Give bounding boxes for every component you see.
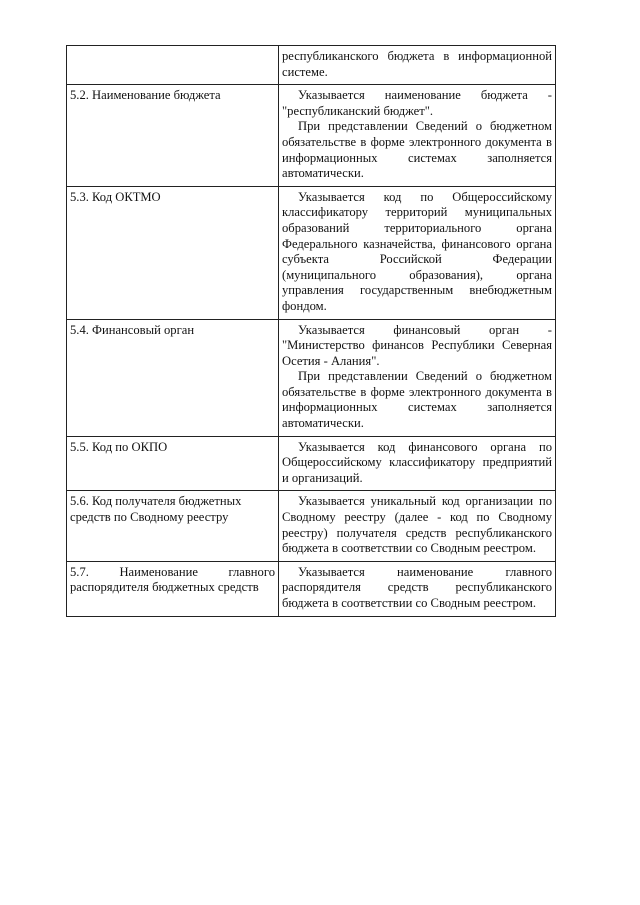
description-paragraph: Указывается уникальный код организации по Сводному реестру (далее - код по Сводному реестру) получателя средств республиканского бюджета в соответствии со Сводным реестром. — [282, 494, 552, 556]
field-description-cell — [279, 319, 556, 436]
field-name-cell — [67, 319, 279, 436]
field-name: 5.4. Финансовый орган — [70, 322, 195, 337]
description-paragraph: Указывается наименование главного распорядителя средств республиканского бюджета в соответствии со Сводным реестром. — [282, 564, 552, 610]
description-paragraph: При представлении Сведений о бюджетном обязательстве в форме электронного документа в информационных системах заполняется автоматически. — [282, 119, 552, 181]
field-name-cell — [67, 186, 279, 319]
table-row — [67, 85, 556, 187]
field-name: 5.3. Код ОКТМО — [70, 189, 161, 204]
field-description-cell — [279, 46, 556, 85]
description-paragraph: При представлении Сведений о бюджетном обязательстве в форме электронного документа в информационных системах заполняется автоматически. — [282, 369, 552, 431]
description-paragraph: Указывается код финансового органа по Общероссийскому классификатору предприятий и организаций. — [282, 439, 552, 485]
description-paragraph: Указывается финансовый орган - "Министерство финансов Республики Северная Осетия - Алания". — [282, 322, 552, 368]
table-row — [67, 561, 556, 616]
description-paragraph: Указывается код по Общероссийскому классификатору территорий муниципальных образований территориального органа Федерального казначейства, финансового органа субъекта Российской Федерации (муниципального образования), органа управления государственным внебюджетным фондом. — [282, 189, 552, 313]
table-row — [67, 186, 556, 319]
field-description-cell — [279, 561, 556, 616]
field-name: 5.5. Код по ОКПО — [70, 439, 168, 454]
field-name: 5.2. Наименование бюджета — [70, 88, 221, 103]
field-name-cell — [67, 491, 279, 561]
field-name-cell — [67, 561, 279, 616]
field-description-cell — [279, 186, 556, 319]
field-name-cell — [67, 46, 279, 85]
field-description-cell — [279, 85, 556, 187]
table-row — [67, 46, 556, 85]
description-paragraph: Указывается наименование бюджета - "республиканский бюджет". — [282, 88, 552, 118]
description-paragraph: республиканского бюджета в информационной системе. — [282, 49, 552, 79]
field-description-cell — [279, 436, 556, 491]
table-row — [67, 436, 556, 491]
field-name: 5.6. Код получателя бюджетных средств по Сводному реестру — [70, 494, 242, 525]
table-row — [67, 319, 556, 436]
table-row — [67, 491, 556, 561]
field-name: 5.7. Наименование главного распорядителя бюджетных средств — [70, 564, 275, 595]
field-name-cell — [67, 85, 279, 187]
requisites-table — [66, 45, 556, 617]
field-name-cell — [67, 436, 279, 491]
field-description-cell — [279, 491, 556, 561]
